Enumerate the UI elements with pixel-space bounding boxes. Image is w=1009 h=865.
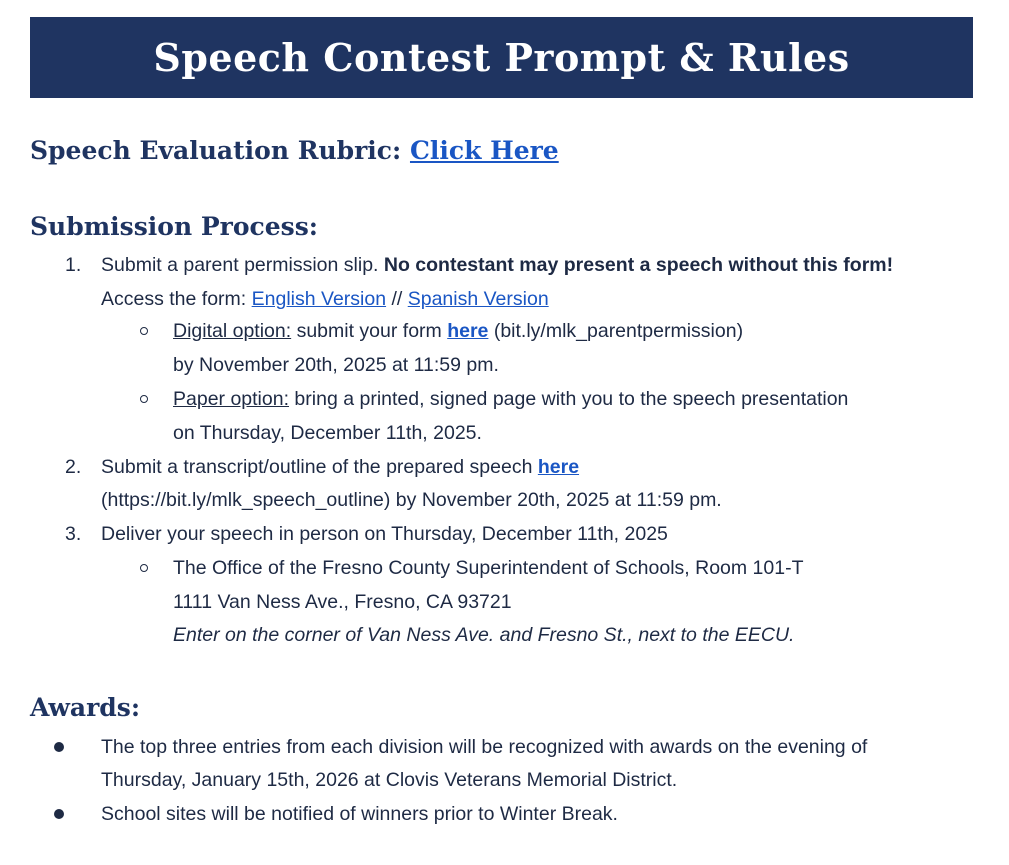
list-number-1: 1. <box>65 254 82 276</box>
digital-option-line <box>173 318 743 344</box>
digital-deadline: by November 20th, 2025 at 11:59 pm. <box>173 354 499 376</box>
paper-option-label: Paper option: <box>173 388 290 410</box>
location-note: Enter on the corner of Van Ness Ave. and Fresno St., next to the EECU. <box>173 624 795 646</box>
item2-line2: (https://bit.ly/mlk_speech_outline) by November 20th, 2025 at 11:59 pm. <box>101 489 722 511</box>
rubric-heading <box>30 136 559 165</box>
digital-url-text: (bit.ly/mlk_parentpermission) <box>488 320 744 342</box>
awards-bullet-1 <box>54 742 64 752</box>
list-number-3: 3. <box>65 523 82 545</box>
digital-option-text: submit your form <box>291 320 448 342</box>
paper-option-date: on Thursday, December 11th, 2025. <box>173 422 482 444</box>
outline-link[interactable]: here <box>537 456 580 478</box>
item2-line1 <box>101 454 579 480</box>
item1-text: Submit a parent permission slip. <box>101 254 384 276</box>
title-banner <box>30 17 973 98</box>
page-title: Speech Contest Prompt & Rules <box>153 35 850 80</box>
digital-option-label: Digital option: <box>173 320 292 342</box>
sub-bullet-paper <box>140 395 148 403</box>
sub-bullet-location <box>140 564 148 572</box>
paper-option-line <box>173 386 848 412</box>
spanish-version-link[interactable]: Spanish Version <box>407 288 549 310</box>
item1-access-line <box>101 286 549 312</box>
item1-bold-warning: No contestant may present a speech without this form! <box>383 254 894 276</box>
english-version-link[interactable]: English Version <box>251 288 387 310</box>
item3-line1: Deliver your speech in person on Thursday, December 11th, 2025 <box>101 523 668 545</box>
rubric-link[interactable]: Click Here <box>409 136 559 165</box>
awards-item2: School sites will be notified of winners prior to Winter Break. <box>101 803 618 825</box>
awards-heading: Awards: <box>30 693 141 722</box>
access-label: Access the form: <box>101 288 252 310</box>
location-line2: 1111 Van Ness Ave., Fresno, CA 93721 <box>173 591 512 613</box>
digital-form-link[interactable]: here <box>447 320 489 342</box>
list-number-2: 2. <box>65 456 82 478</box>
rubric-label: Speech Evaluation Rubric: <box>30 136 410 165</box>
sub-bullet-digital <box>140 327 148 335</box>
link-separator: // <box>386 288 408 310</box>
awards-item1-line1: The top three entries from each division will be recognized with awards on the evening of <box>101 736 868 758</box>
location-line1: The Office of the Fresno County Superintendent of Schools, Room 101-T <box>173 557 804 579</box>
awards-item1-line2: Thursday, January 15th, 2026 at Clovis Veterans Memorial District. <box>101 769 678 791</box>
submission-heading: Submission Process: <box>30 212 319 241</box>
paper-option-text: bring a printed, signed page with you to the speech presentation <box>289 388 849 410</box>
item2-text: Submit a transcript/outline of the prepared speech <box>101 456 538 478</box>
item1-line1 <box>101 252 893 278</box>
awards-bullet-2 <box>54 809 64 819</box>
